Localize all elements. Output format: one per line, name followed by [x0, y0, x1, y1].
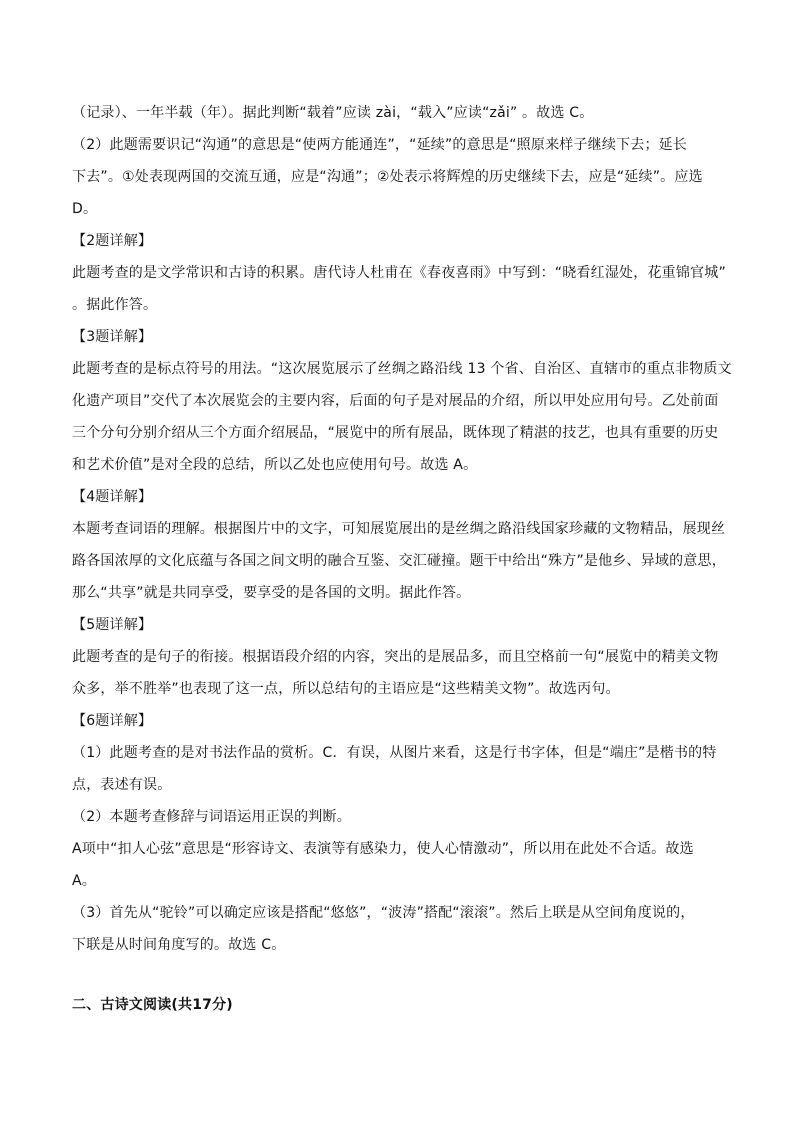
text-line: 三个分句分别介绍从三个方面介绍展品，“展览中的所有展品，既体现了精湛的技艺，也具有重要的历史	[72, 425, 719, 441]
text-line: （3）首先从“驼铃”可以确定应该是搭配“悠悠”，“波涛”搭配“滚滚”。然后上联是从空间角度说的，	[72, 905, 695, 921]
text-line: 那么“共享”就是共同享受，要享受的是各国的文明。据此作答。	[72, 585, 471, 601]
section-heading: 二、古诗文阅读(共17分)	[72, 997, 233, 1013]
text-line: （2）本题考查修辞与词语运用正误的判断。	[72, 809, 351, 825]
text-line: 众多，举不胜举”也表现了这一点，所以总结句的主语应是“这些精美文物”。故选丙句。	[72, 681, 620, 697]
subsection-heading: 【6题详解】	[72, 713, 153, 729]
text-line: 。据此作答。	[72, 297, 158, 313]
text-line: （1）此题考查的是对书法作品的赏析。C．有误，从图片来看，这是行书字体，但是“端庄”是楷书的特	[72, 745, 717, 761]
subsection-heading: 【3题详解】	[72, 329, 153, 345]
text-line: D。	[72, 201, 98, 217]
text-line: 化遗产项目”交代了本次展览会的主要内容，后面的句子是对展品的介绍，所以甲处应用句号。乙处前面	[72, 393, 719, 409]
text-line: （2）此题需要识记“沟通”的意思是“使两方能通连”，“延续”的意思是“照原来样子继续下去；延长	[72, 137, 688, 153]
text-line: 路各国浓厚的文化底蕴与各国之间文明的融合互鉴、交汇碰撞。题干中给出“殊方”是他乡、异域的意思，	[72, 553, 726, 569]
text-line: 此题考查的是文学常识和古诗的积累。唐代诗人杜甫在《春夜喜雨》中写到：“晓看红湿处，花重锦官城”	[72, 265, 726, 281]
text-line: 此题考查的是标点符号的用法。“这次展览展示了丝绸之路沿线 13 个省、自治区、直辖市的重点非物质文	[72, 361, 732, 377]
text-line: （记录）、一年半载（年）。据此判断“载着”应读 zài，“载入”应读“zǎi” 。故选 C。	[72, 105, 594, 121]
subsection-heading: 【5题详解】	[72, 617, 153, 633]
text-line: A项中“扣人心弦”意思是“形容诗文、表演等有感染力，使人心情激动”，所以用在此处不合适。故选	[72, 841, 694, 857]
text-line: 下去”。①处表现两国的交流互通，应是“沟通”；②处表示将辉煌的历史继续下去，应是“延续”。应选	[72, 169, 703, 185]
text-line: 点，表述有误。	[72, 777, 172, 793]
subsection-heading: 【2题详解】	[72, 233, 153, 249]
subsection-heading: 【4题详解】	[72, 489, 153, 505]
text-line: 和艺术价值”是对全段的总结，所以乙处也应使用句号。故选 A。	[72, 457, 478, 473]
text-line: 下联是从时间角度写的。故选 C。	[72, 937, 286, 953]
text-line: 此题考查的是句子的衔接。根据语段介绍的内容，突出的是展品多，而且空格前一句“展览中的精美文物	[72, 649, 719, 665]
text-line: 本题考查词语的理解。根据图片中的文字，可知展览展出的是丝绸之路沿线国家珍藏的文物精品，展现丝	[72, 521, 726, 537]
text-line: A。	[72, 873, 96, 889]
